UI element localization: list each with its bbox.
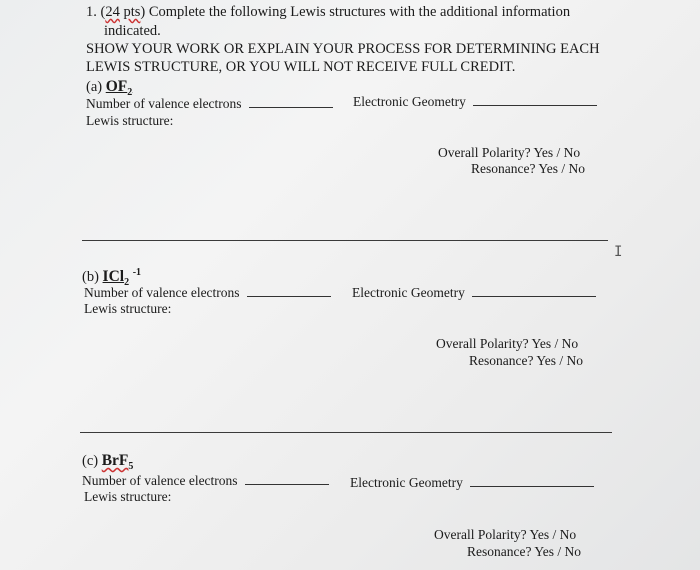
part-c-valence-row [82,472,329,489]
part-b-geometry-label: Electronic Geometry [352,285,465,300]
part-b-charge: -1 [132,267,142,278]
part-b-valence-label: Number of valence electrons [84,285,240,300]
part-c-geometry-blank[interactable] [470,474,594,487]
part-c-valence-blank[interactable] [245,472,329,485]
instruction-line2: LEWIS STRUCTURE, OR YOU WILL NOT RECEIVE FULL CREDIT. [86,59,516,75]
part-b-polarity[interactable]: Overall Polarity? Yes / No [436,336,579,351]
part-a-valence-row [86,95,333,112]
text-cursor-icon: I [614,244,623,260]
part-b-resonance[interactable]: Resonance? Yes / No [469,353,583,368]
part-a-geometry-label: Electronic Geometry [353,94,466,109]
part-c-geometry-row [350,474,594,491]
question-points-value: 24 [105,4,120,20]
part-b-lewis-label: Lewis structure: [84,301,172,316]
part-a-lewis-label: Lewis structure: [86,113,174,128]
part-c-valence-label: Number of valence electrons [82,473,238,488]
part-c-polarity[interactable]: Overall Polarity? Yes / No [434,527,577,542]
part-b-letter: (b) [82,268,99,285]
part-b-geometry-blank[interactable] [472,284,596,297]
part-b-geometry-row [352,284,596,301]
part-c-geometry-label: Electronic Geometry [350,475,463,490]
question-intro: 1. (24 pts) Complete the following Lewis structures with the additional information [86,4,571,20]
question-number: 1. [86,4,97,20]
part-a-polarity[interactable]: Overall Polarity? Yes / No [438,145,581,160]
part-a-valence-label: Number of valence electrons [86,96,242,111]
part-b-valence-row [84,284,331,301]
part-a-formula: $OF_2$ [105,78,133,99]
part-c-lewis-label: Lewis structure: [84,489,172,504]
part-b-formula: ICl$_2$ [102,267,130,288]
question-points-unit: pts [123,4,141,20]
part-a-resonance[interactable]: Resonance? Yes / No [471,161,585,176]
question-intro-line2: indicated. [104,23,161,39]
part-c-letter: (c) [82,453,99,469]
part-b-valence-blank[interactable] [247,284,331,297]
instruction-line1: SHOW YOUR WORK OR EXPLAIN YOUR PROCESS FOR DETERMINING EACH [86,41,600,57]
part-a-letter: (a) [86,79,103,95]
divider-a-b [82,240,608,241]
part-c-resonance[interactable]: Resonance? Yes / No [467,544,581,559]
question-intro-text: Complete the following Lewis structures with the additional information [148,4,571,20]
part-c-formula: BrF$_5$ [101,452,134,473]
part-a-valence-blank[interactable] [249,95,333,108]
part-a-geometry-row [353,93,597,110]
part-a-geometry-blank[interactable] [473,93,597,106]
divider-b-c [80,432,612,433]
